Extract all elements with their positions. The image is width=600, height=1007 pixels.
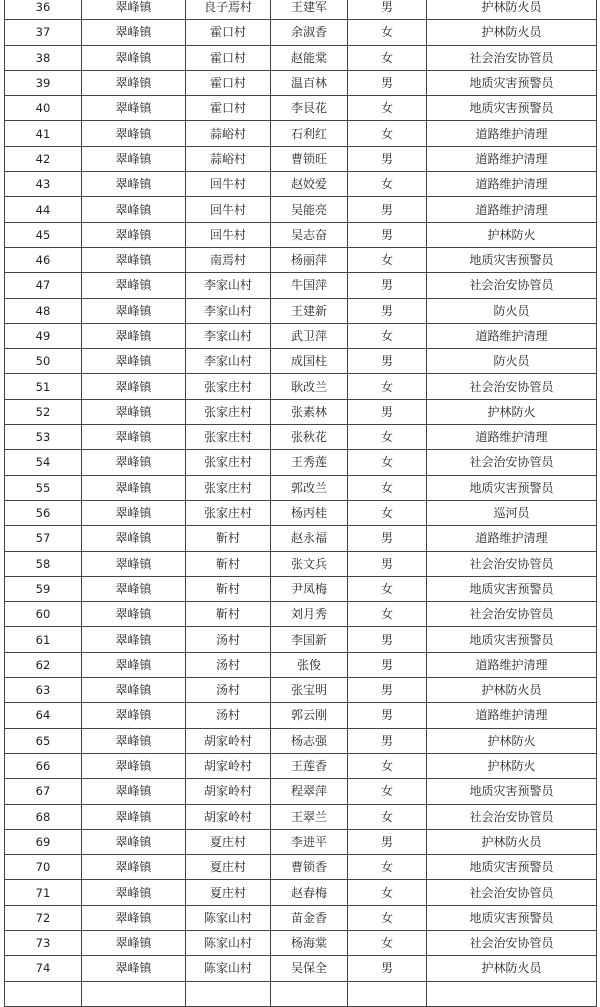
cell-number: 67 bbox=[5, 779, 82, 804]
cell-town: 翠峰镇 bbox=[82, 374, 186, 399]
cell-town: 翠峰镇 bbox=[82, 930, 186, 955]
table-row bbox=[5, 70, 597, 95]
cell-town: 翠峰镇 bbox=[82, 779, 186, 804]
cell-gender: 女 bbox=[348, 576, 427, 601]
cell-position: 道路维护清理 bbox=[427, 425, 597, 450]
cell-position: 社会治安协管员 bbox=[427, 273, 597, 298]
cell-position: 护林防火员 bbox=[427, 678, 597, 703]
cell-town: 翠峰镇 bbox=[82, 349, 186, 374]
cell-gender: 男 bbox=[348, 399, 427, 424]
cell-gender: 女 bbox=[348, 323, 427, 348]
cell-town: 翠峰镇 bbox=[82, 475, 186, 500]
cell-number bbox=[5, 981, 82, 1006]
cell-gender: 女 bbox=[348, 475, 427, 500]
cell-name: 王秀莲 bbox=[271, 450, 348, 475]
cell-name: 赵春梅 bbox=[271, 880, 348, 905]
cell-village: 良子焉村 bbox=[186, 0, 271, 20]
cell-number: 37 bbox=[5, 20, 82, 45]
cell-position: 地质灾害预警员 bbox=[427, 627, 597, 652]
cell-name: 赵永福 bbox=[271, 526, 348, 551]
table-row bbox=[5, 678, 597, 703]
cell-gender: 男 bbox=[348, 703, 427, 728]
cell-number: 70 bbox=[5, 855, 82, 880]
cell-gender: 男 bbox=[348, 298, 427, 323]
cell-position: 护林防火 bbox=[427, 753, 597, 778]
cell-position: 道路维护清理 bbox=[427, 172, 597, 197]
cell-village: 回牛村 bbox=[186, 197, 271, 222]
cell-town: 翠峰镇 bbox=[82, 551, 186, 576]
table-row bbox=[5, 273, 597, 298]
cell-town: 翠峰镇 bbox=[82, 652, 186, 677]
cell-position: 地质灾害预警员 bbox=[427, 475, 597, 500]
cell-number: 58 bbox=[5, 551, 82, 576]
cell-number: 61 bbox=[5, 627, 82, 652]
cell-number: 68 bbox=[5, 804, 82, 829]
cell-name: 张文兵 bbox=[271, 551, 348, 576]
cell-number: 38 bbox=[5, 45, 82, 70]
cell-position: 护林防火员 bbox=[427, 956, 597, 981]
table-row bbox=[5, 627, 597, 652]
table-row bbox=[5, 905, 597, 930]
table-row bbox=[5, 551, 597, 576]
table-row bbox=[5, 121, 597, 146]
cell-gender: 男 bbox=[348, 652, 427, 677]
table-row bbox=[5, 197, 597, 222]
cell-town: 翠峰镇 bbox=[82, 172, 186, 197]
cell-gender: 男 bbox=[348, 526, 427, 551]
cell-gender: 女 bbox=[348, 930, 427, 955]
cell-number: 56 bbox=[5, 500, 82, 525]
cell-position: 社会治安协管员 bbox=[427, 374, 597, 399]
cell-number: 36 bbox=[5, 0, 82, 20]
cell-number: 45 bbox=[5, 222, 82, 247]
table-row bbox=[5, 172, 597, 197]
cell-town: 翠峰镇 bbox=[82, 45, 186, 70]
cell-gender: 男 bbox=[348, 70, 427, 95]
cell-name: 王翠兰 bbox=[271, 804, 348, 829]
table-row bbox=[5, 323, 597, 348]
cell-number: 69 bbox=[5, 829, 82, 854]
cell-town: 翠峰镇 bbox=[82, 0, 186, 20]
cell-name: 王建军 bbox=[271, 0, 348, 20]
cell-position: 护林防火 bbox=[427, 728, 597, 753]
cell-name: 王莲香 bbox=[271, 753, 348, 778]
cell-position: 护林防火 bbox=[427, 399, 597, 424]
cell-number: 53 bbox=[5, 425, 82, 450]
cell-town: 翠峰镇 bbox=[82, 602, 186, 627]
table-row bbox=[5, 753, 597, 778]
cell-town: 翠峰镇 bbox=[82, 829, 186, 854]
table-row bbox=[5, 576, 597, 601]
cell-position: 护林防火员 bbox=[427, 0, 597, 20]
cell-position: 道路维护清理 bbox=[427, 121, 597, 146]
cell-village: 靳村 bbox=[186, 526, 271, 551]
table-row bbox=[5, 247, 597, 272]
cell-name: 吴能亮 bbox=[271, 197, 348, 222]
table-row bbox=[5, 475, 597, 500]
cell-village: 陈家山村 bbox=[186, 930, 271, 955]
cell-number: 73 bbox=[5, 930, 82, 955]
table-row bbox=[5, 96, 597, 121]
cell-gender: 男 bbox=[348, 627, 427, 652]
cell-village: 汤村 bbox=[186, 652, 271, 677]
table-row bbox=[5, 981, 597, 1006]
cell-gender: 男 bbox=[348, 956, 427, 981]
table-row bbox=[5, 703, 597, 728]
cell-village: 蒜峪村 bbox=[186, 121, 271, 146]
cell-village: 李家山村 bbox=[186, 298, 271, 323]
cell-gender bbox=[348, 981, 427, 1006]
cell-gender: 女 bbox=[348, 45, 427, 70]
cell-position bbox=[427, 981, 597, 1006]
cell-town: 翠峰镇 bbox=[82, 956, 186, 981]
cell-name: 李国新 bbox=[271, 627, 348, 652]
cell-position: 护林防火员 bbox=[427, 829, 597, 854]
cell-position: 防火员 bbox=[427, 349, 597, 374]
cell-position: 巡河员 bbox=[427, 500, 597, 525]
cell-gender: 女 bbox=[348, 374, 427, 399]
cell-position: 防火员 bbox=[427, 298, 597, 323]
cell-village: 霍口村 bbox=[186, 45, 271, 70]
cell-village: 靳村 bbox=[186, 551, 271, 576]
cell-name: 牛国萍 bbox=[271, 273, 348, 298]
cell-number: 55 bbox=[5, 475, 82, 500]
cell-gender: 男 bbox=[348, 728, 427, 753]
cell-village: 霍口村 bbox=[186, 70, 271, 95]
personnel-table bbox=[4, 0, 597, 1007]
cell-town: 翠峰镇 bbox=[82, 273, 186, 298]
table-row bbox=[5, 0, 597, 20]
table-row bbox=[5, 930, 597, 955]
cell-village: 张家庄村 bbox=[186, 399, 271, 424]
cell-town: 翠峰镇 bbox=[82, 728, 186, 753]
cell-name: 余淑香 bbox=[271, 20, 348, 45]
cell-village: 汤村 bbox=[186, 627, 271, 652]
cell-number: 71 bbox=[5, 880, 82, 905]
table-row bbox=[5, 804, 597, 829]
cell-village: 李家山村 bbox=[186, 349, 271, 374]
cell-town: 翠峰镇 bbox=[82, 678, 186, 703]
cell-number: 50 bbox=[5, 349, 82, 374]
cell-number: 64 bbox=[5, 703, 82, 728]
cell-town: 翠峰镇 bbox=[82, 247, 186, 272]
cell-town: 翠峰镇 bbox=[82, 627, 186, 652]
cell-position: 地质灾害预警员 bbox=[427, 576, 597, 601]
cell-position: 护林防火 bbox=[427, 222, 597, 247]
cell-gender: 女 bbox=[348, 905, 427, 930]
cell-village: 张家庄村 bbox=[186, 475, 271, 500]
cell-number: 72 bbox=[5, 905, 82, 930]
cell-village: 李家山村 bbox=[186, 273, 271, 298]
cell-gender: 男 bbox=[348, 0, 427, 20]
cell-town: 翠峰镇 bbox=[82, 703, 186, 728]
cell-number: 40 bbox=[5, 96, 82, 121]
table-row bbox=[5, 652, 597, 677]
cell-gender: 女 bbox=[348, 96, 427, 121]
table-row bbox=[5, 399, 597, 424]
cell-gender: 男 bbox=[348, 197, 427, 222]
cell-town bbox=[82, 981, 186, 1006]
table-row bbox=[5, 450, 597, 475]
cell-name: 吴志奋 bbox=[271, 222, 348, 247]
cell-position: 社会治安协管员 bbox=[427, 450, 597, 475]
cell-town: 翠峰镇 bbox=[82, 399, 186, 424]
cell-number: 51 bbox=[5, 374, 82, 399]
cell-village: 靳村 bbox=[186, 576, 271, 601]
cell-village: 张家庄村 bbox=[186, 500, 271, 525]
cell-village: 陈家山村 bbox=[186, 905, 271, 930]
table-row bbox=[5, 728, 597, 753]
cell-town: 翠峰镇 bbox=[82, 450, 186, 475]
cell-village: 胡家岭村 bbox=[186, 728, 271, 753]
cell-position: 地质灾害预警员 bbox=[427, 96, 597, 121]
cell-name: 苗金香 bbox=[271, 905, 348, 930]
table-row bbox=[5, 500, 597, 525]
cell-village bbox=[186, 981, 271, 1006]
table-row bbox=[5, 349, 597, 374]
table-row bbox=[5, 956, 597, 981]
cell-village: 张家庄村 bbox=[186, 374, 271, 399]
table-row bbox=[5, 146, 597, 171]
cell-name: 杨志强 bbox=[271, 728, 348, 753]
cell-position: 社会治安协管员 bbox=[427, 930, 597, 955]
cell-town: 翠峰镇 bbox=[82, 576, 186, 601]
cell-gender: 女 bbox=[348, 450, 427, 475]
cell-gender: 女 bbox=[348, 804, 427, 829]
cell-town: 翠峰镇 bbox=[82, 905, 186, 930]
cell-name: 刘月秀 bbox=[271, 602, 348, 627]
cell-position: 道路维护清理 bbox=[427, 526, 597, 551]
cell-number: 59 bbox=[5, 576, 82, 601]
cell-gender: 女 bbox=[348, 880, 427, 905]
cell-village: 夏庄村 bbox=[186, 855, 271, 880]
table-row bbox=[5, 20, 597, 45]
cell-number: 66 bbox=[5, 753, 82, 778]
cell-gender: 男 bbox=[348, 222, 427, 247]
cell-position: 地质灾害预警员 bbox=[427, 855, 597, 880]
table-row bbox=[5, 526, 597, 551]
cell-name: 李进平 bbox=[271, 829, 348, 854]
cell-name: 赵姣爱 bbox=[271, 172, 348, 197]
cell-town: 翠峰镇 bbox=[82, 20, 186, 45]
cell-town: 翠峰镇 bbox=[82, 323, 186, 348]
cell-number: 74 bbox=[5, 956, 82, 981]
cell-gender: 男 bbox=[348, 829, 427, 854]
cell-name: 张俊 bbox=[271, 652, 348, 677]
cell-village: 夏庄村 bbox=[186, 829, 271, 854]
cell-gender: 女 bbox=[348, 500, 427, 525]
cell-village: 霍口村 bbox=[186, 20, 271, 45]
cell-village: 胡家岭村 bbox=[186, 753, 271, 778]
cell-name: 吴保全 bbox=[271, 956, 348, 981]
cell-village: 南焉村 bbox=[186, 247, 271, 272]
cell-gender: 女 bbox=[348, 20, 427, 45]
cell-number: 65 bbox=[5, 728, 82, 753]
cell-village: 蒜峪村 bbox=[186, 146, 271, 171]
cell-position: 地质灾害预警员 bbox=[427, 905, 597, 930]
cell-gender: 男 bbox=[348, 678, 427, 703]
table-row bbox=[5, 829, 597, 854]
cell-position: 社会治安协管员 bbox=[427, 880, 597, 905]
cell-town: 翠峰镇 bbox=[82, 121, 186, 146]
cell-name bbox=[271, 981, 348, 1006]
cell-village: 胡家岭村 bbox=[186, 804, 271, 829]
cell-name: 耿改兰 bbox=[271, 374, 348, 399]
cell-number: 41 bbox=[5, 121, 82, 146]
cell-gender: 女 bbox=[348, 779, 427, 804]
cell-position: 道路维护清理 bbox=[427, 197, 597, 222]
cell-number: 57 bbox=[5, 526, 82, 551]
cell-position: 社会治安协管员 bbox=[427, 602, 597, 627]
cell-name: 成国柱 bbox=[271, 349, 348, 374]
cell-name: 郭云刚 bbox=[271, 703, 348, 728]
cell-position: 地质灾害预警员 bbox=[427, 779, 597, 804]
cell-number: 44 bbox=[5, 197, 82, 222]
cell-gender: 女 bbox=[348, 602, 427, 627]
cell-village: 张家庄村 bbox=[186, 425, 271, 450]
cell-position: 护林防火员 bbox=[427, 20, 597, 45]
cell-town: 翠峰镇 bbox=[82, 222, 186, 247]
cell-name: 曹锁旺 bbox=[271, 146, 348, 171]
cell-town: 翠峰镇 bbox=[82, 804, 186, 829]
cell-gender: 男 bbox=[348, 273, 427, 298]
cell-name: 尹凤梅 bbox=[271, 576, 348, 601]
cell-number: 49 bbox=[5, 323, 82, 348]
cell-gender: 女 bbox=[348, 425, 427, 450]
cell-town: 翠峰镇 bbox=[82, 425, 186, 450]
cell-number: 63 bbox=[5, 678, 82, 703]
cell-name: 杨丙桂 bbox=[271, 500, 348, 525]
cell-position: 道路维护清理 bbox=[427, 703, 597, 728]
cell-town: 翠峰镇 bbox=[82, 753, 186, 778]
cell-position: 道路维护清理 bbox=[427, 652, 597, 677]
cell-number: 48 bbox=[5, 298, 82, 323]
table-row bbox=[5, 425, 597, 450]
cell-town: 翠峰镇 bbox=[82, 96, 186, 121]
cell-number: 42 bbox=[5, 146, 82, 171]
cell-village: 夏庄村 bbox=[186, 880, 271, 905]
cell-name: 杨丽萍 bbox=[271, 247, 348, 272]
cell-name: 张秋花 bbox=[271, 425, 348, 450]
cell-gender: 女 bbox=[348, 753, 427, 778]
cell-number: 52 bbox=[5, 399, 82, 424]
cell-gender: 男 bbox=[348, 146, 427, 171]
cell-village: 汤村 bbox=[186, 703, 271, 728]
cell-town: 翠峰镇 bbox=[82, 70, 186, 95]
cell-gender: 女 bbox=[348, 855, 427, 880]
table-row bbox=[5, 298, 597, 323]
cell-village: 回牛村 bbox=[186, 172, 271, 197]
table-row bbox=[5, 855, 597, 880]
cell-village: 陈家山村 bbox=[186, 956, 271, 981]
cell-gender: 女 bbox=[348, 247, 427, 272]
cell-town: 翠峰镇 bbox=[82, 855, 186, 880]
cell-position: 社会治安协管员 bbox=[427, 45, 597, 70]
table-row bbox=[5, 779, 597, 804]
cell-gender: 女 bbox=[348, 121, 427, 146]
cell-number: 60 bbox=[5, 602, 82, 627]
cell-name: 郭改兰 bbox=[271, 475, 348, 500]
cell-name: 李艮花 bbox=[271, 96, 348, 121]
table-row bbox=[5, 602, 597, 627]
cell-village: 胡家岭村 bbox=[186, 779, 271, 804]
cell-name: 王建新 bbox=[271, 298, 348, 323]
cell-gender: 男 bbox=[348, 349, 427, 374]
cell-name: 程翠萍 bbox=[271, 779, 348, 804]
cell-position: 地质灾害预警员 bbox=[427, 247, 597, 272]
cell-town: 翠峰镇 bbox=[82, 880, 186, 905]
cell-village: 张家庄村 bbox=[186, 450, 271, 475]
cell-village: 汤村 bbox=[186, 678, 271, 703]
cell-number: 43 bbox=[5, 172, 82, 197]
cell-name: 张宝明 bbox=[271, 678, 348, 703]
cell-name: 张素林 bbox=[271, 399, 348, 424]
cell-name: 杨海棠 bbox=[271, 930, 348, 955]
cell-position: 道路维护清理 bbox=[427, 323, 597, 348]
cell-village: 靳村 bbox=[186, 602, 271, 627]
cell-town: 翠峰镇 bbox=[82, 197, 186, 222]
cell-town: 翠峰镇 bbox=[82, 298, 186, 323]
cell-number: 47 bbox=[5, 273, 82, 298]
cell-village: 霍口村 bbox=[186, 96, 271, 121]
cell-name: 武卫萍 bbox=[271, 323, 348, 348]
cell-town: 翠峰镇 bbox=[82, 500, 186, 525]
cell-town: 翠峰镇 bbox=[82, 146, 186, 171]
cell-position: 社会治安协管员 bbox=[427, 804, 597, 829]
cell-position: 道路维护清理 bbox=[427, 146, 597, 171]
cell-name: 石利红 bbox=[271, 121, 348, 146]
cell-position: 地质灾害预警员 bbox=[427, 70, 597, 95]
cell-number: 62 bbox=[5, 652, 82, 677]
table-row bbox=[5, 374, 597, 399]
cell-gender: 女 bbox=[348, 172, 427, 197]
cell-town: 翠峰镇 bbox=[82, 526, 186, 551]
table-row bbox=[5, 880, 597, 905]
table-row bbox=[5, 222, 597, 247]
cell-village: 回牛村 bbox=[186, 222, 271, 247]
cell-gender: 男 bbox=[348, 551, 427, 576]
cell-name: 曹锁香 bbox=[271, 855, 348, 880]
cell-number: 46 bbox=[5, 247, 82, 272]
table-body bbox=[5, 0, 597, 1006]
cell-village: 李家山村 bbox=[186, 323, 271, 348]
cell-number: 54 bbox=[5, 450, 82, 475]
cell-name: 赵能棠 bbox=[271, 45, 348, 70]
cell-number: 39 bbox=[5, 70, 82, 95]
table-row bbox=[5, 45, 597, 70]
cell-position: 社会治安协管员 bbox=[427, 551, 597, 576]
cell-name: 温百林 bbox=[271, 70, 348, 95]
